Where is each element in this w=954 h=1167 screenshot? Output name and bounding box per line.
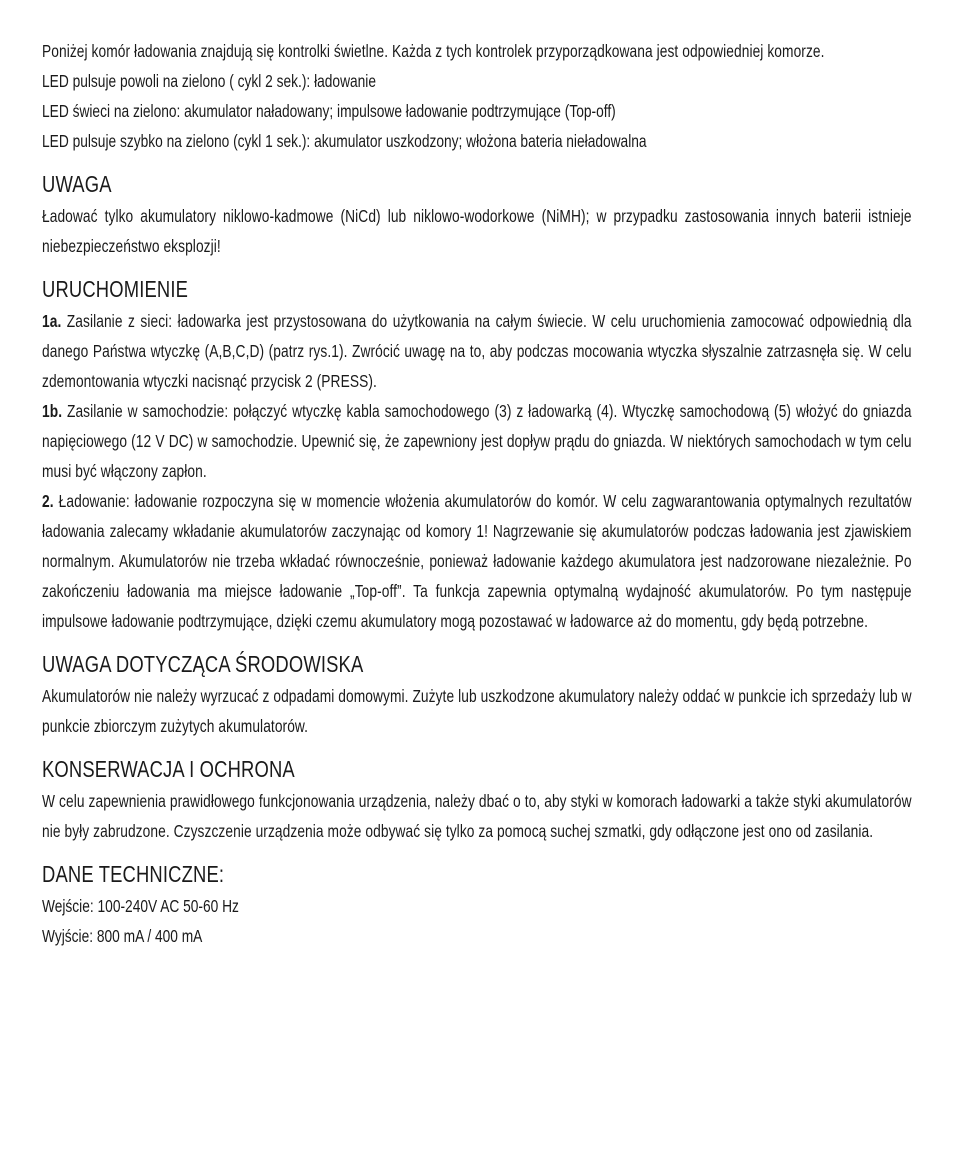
environment-text: Akumulatorów nie należy wyrzucać z odpadami domowymi. Zużyte lub uszkodzone akumulatory należy oddać w punkcie ich sprzedaży lub w punkcie zbiorczym zużytych akumulatorów. xyxy=(42,686,912,736)
maintenance-heading: KONSERWACJA I OCHRONA xyxy=(42,756,295,782)
maintenance-text: W celu zapewnienia prawidłowego funkcjonowania urządzenia, należy dbać o to, aby styki w komorach ładowarki a także styki akumulatorów nie były zabrudzone. Czyszczenie urządzenia może odbywać się tylko za pomocą suchej szmatki, gdy odłączone jest ono od zasilania. xyxy=(42,791,912,841)
led-line-defective: LED pulsuje szybko na zielono (cykl 1 sek.): akumulator uszkodzony; włożona bateria niеładowalna xyxy=(42,131,647,151)
startup-step-1b xyxy=(42,396,912,486)
step-2-number: 2. xyxy=(42,491,54,511)
specs-input: Wejście: 100-240V AC 50-60 Hz xyxy=(42,896,239,916)
startup-heading: URUCHOMIENIE xyxy=(42,276,189,302)
specs-output: Wyjście: 800 mA / 400 mA xyxy=(42,926,203,946)
step-1a-number: 1a. xyxy=(42,311,62,331)
startup-step-2 xyxy=(42,486,912,636)
step-2-text: Ładowanie: ładowanie rozpoczyna się w momencie włożenia akumulatorów do komór. W celu zagwarantowania optymalnych rezultatów ładowania zalecamy wkładanie akumulatorów zaczynając od komory 1! Nagrzewanie się akumulatorów podczas ładowania jest zjawiskiem normalnym. Akumulatorów nie trzeba wkładać równocześnie, ponieważ ładowanie każdego akumulatora jest nadzorowane niezależnie. Po zakończeniu ładowania ma miejsce ładowanie „Top-off”. Ta funkcja zapewnia optymalną wydajność akumulatorów. Po tym następuje impulsowe ładowanie podtrzymujące, dzięki czemu akumulatory mogą pozostawać w ładowarce aż do momentu, gdy będą potrzebne. xyxy=(42,491,912,631)
led-line-charging: LED pulsuje powoli na zielono ( cykl 2 sek.): ładowanie xyxy=(42,71,376,91)
warning-heading: UWAGA xyxy=(42,171,112,197)
step-1b-number: 1b. xyxy=(42,401,63,421)
step-1a-text: Zasilanie z sieci: ładowarka jest przystosowana do użytkowania na całym świecie. W celu uruchomienia zamocować odpowiednią dla danego Państwa wtyczkę (A,B,C,D) (patrz rys.1). Zwrócić uwagę na to, aby podczas mocowania wtyczka słyszalnie zatrzasnęła się. W celu zdemontowania wtyczki nacisnąć przycisk 2 (PRESS). xyxy=(42,311,912,391)
document-page xyxy=(42,36,912,951)
step-1b-text: Zasilanie w samochodzie: połączyć wtyczkę kabla samochodowego (3) z ładowarką (4). Wtyczkę samochodową (5) włożyć do gniazda napięciowego (12 V DC) w samochodzie. Upewnić się, że zapewniony jest dopływ prądu do gniazda. W niektórych samochodach w tym celu musi być włączony zapłon. xyxy=(42,401,912,481)
warning-text: Ładować tylko akumulatory niklowo-kadmowe (NiCd) lub niklowo-wodorkowe (NiMH); w przypadku zastosowania innych baterii istnieje niebezpieczeństwo eksplozji! xyxy=(42,206,912,256)
environment-heading: UWAGA DOTYCZĄCA ŚRODOWISKA xyxy=(42,651,364,677)
intro-paragraph: Poniżej komór ładowania znajdują się kontrolki świetlne. Każda z tych kontrolek przyporządkowana jest odpowiedniej komorze. xyxy=(42,41,825,61)
startup-step-1a xyxy=(42,306,912,396)
led-line-charged: LED świeci na zielono: akumulator naładowany; impulsowe ładowanie podtrzymujące (Top-off) xyxy=(42,101,616,121)
specs-heading: DANE TECHNICZNE: xyxy=(42,861,225,887)
